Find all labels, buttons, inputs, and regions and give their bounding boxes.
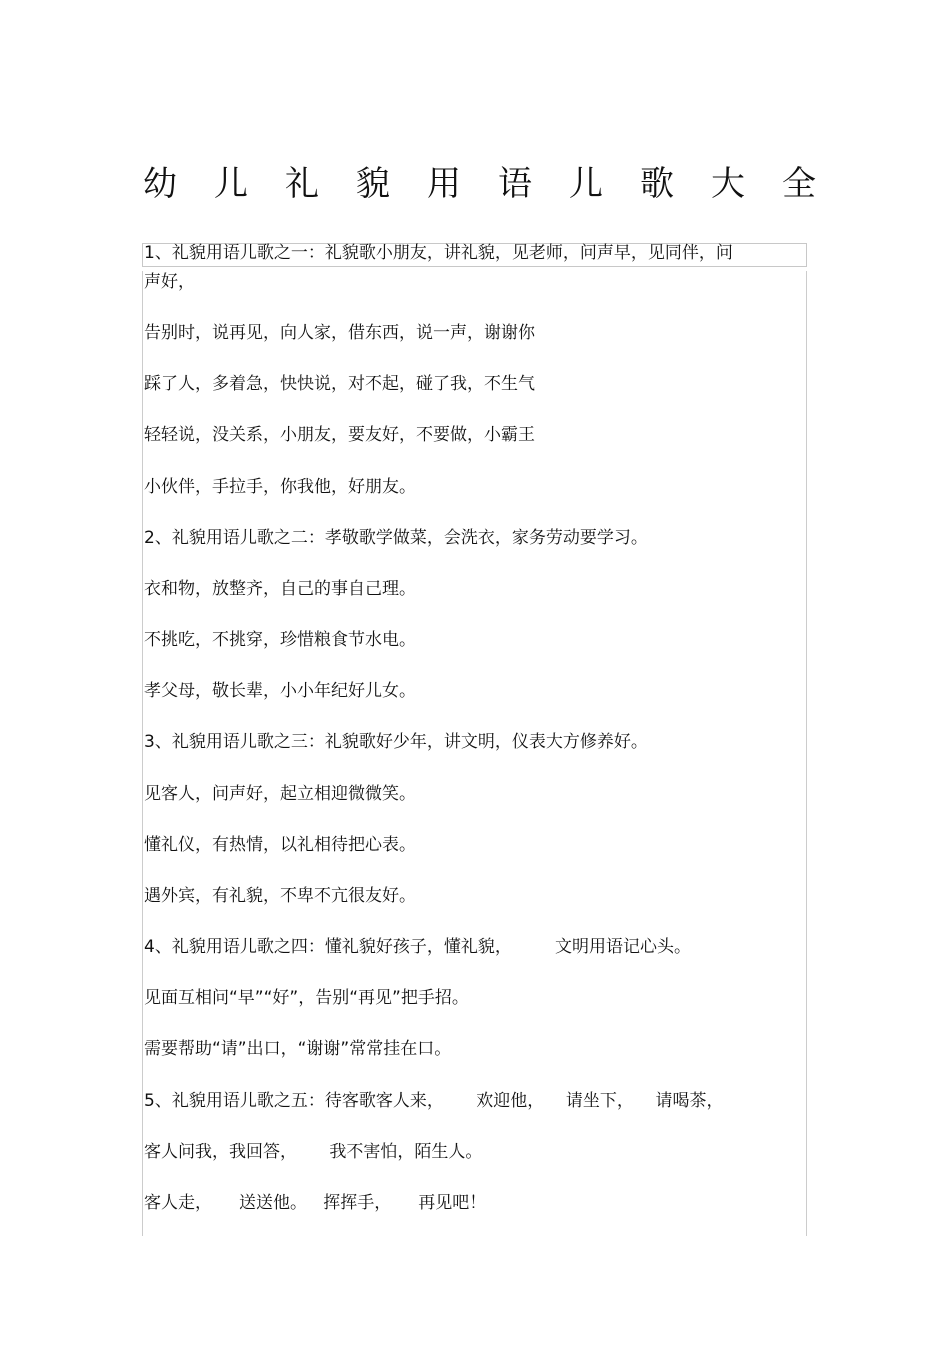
text-line: 5、礼貌用语儿歌之五：待客歌客人来， 欢迎他， 请坐下， 请喝茶， xyxy=(144,1091,724,1111)
text-line: 声好， xyxy=(144,272,195,292)
text-line: 客人走， 送送他。 挥挥手， 再见吧！ xyxy=(144,1193,487,1213)
text-line: 3、礼貌用语儿歌之三：礼貌歌好少年，讲文明，仪表大方修养好。 xyxy=(144,732,648,752)
text-line: 小伙伴，手拉手，你我他，好朋友。 xyxy=(144,477,416,497)
text-line: 孝父母，敬长辈，小小年纪好儿女。 xyxy=(144,681,416,701)
text-line: 踩了人，多着急，快快说，对不起，碰了我，不生气 xyxy=(144,374,535,394)
text-line: 懂礼仪，有热情，以礼相待把心表。 xyxy=(144,835,416,855)
text-line: 2、礼貌用语儿歌之二：孝敬歌学做菜，会洗衣，家务劳动要学习。 xyxy=(144,528,648,548)
text-line: 客人问我，我回答， 我不害怕，陌生人。 xyxy=(144,1142,483,1162)
text-line: 见面互相问“早”“好”，告别“再见”把手招。 xyxy=(144,988,469,1008)
text-line: 告别时，说再见，向人家，借东西，说一声，谢谢你 xyxy=(144,323,535,343)
text-line: 4、礼貌用语儿歌之四：懂礼貌好孩子，懂礼貌， 文明用语记心头。 xyxy=(144,937,692,957)
text-line: 不挑吃，不挑穿，珍惜粮食节水电。 xyxy=(144,630,416,650)
text-line: 轻轻说，没关系，小朋友，要友好，不要做，小霸王 xyxy=(144,425,535,445)
document-title: 幼儿礼貌用语儿歌大全 xyxy=(143,164,853,204)
text-line: 1、礼貌用语儿歌之一：礼貌歌小朋友，讲礼貌，见老师，问声早，见同伴，问 xyxy=(144,243,733,263)
text-line: 见客人，问声好，起立相迎微微笑。 xyxy=(144,784,416,804)
text-line: 需要帮助“请”出口，“谢谢”常常挂在口。 xyxy=(144,1039,452,1059)
text-line: 衣和物，放整齐，自己的事自己理。 xyxy=(144,579,416,599)
text-line: 遇外宾，有礼貌，不卑不亢很友好。 xyxy=(144,886,416,906)
